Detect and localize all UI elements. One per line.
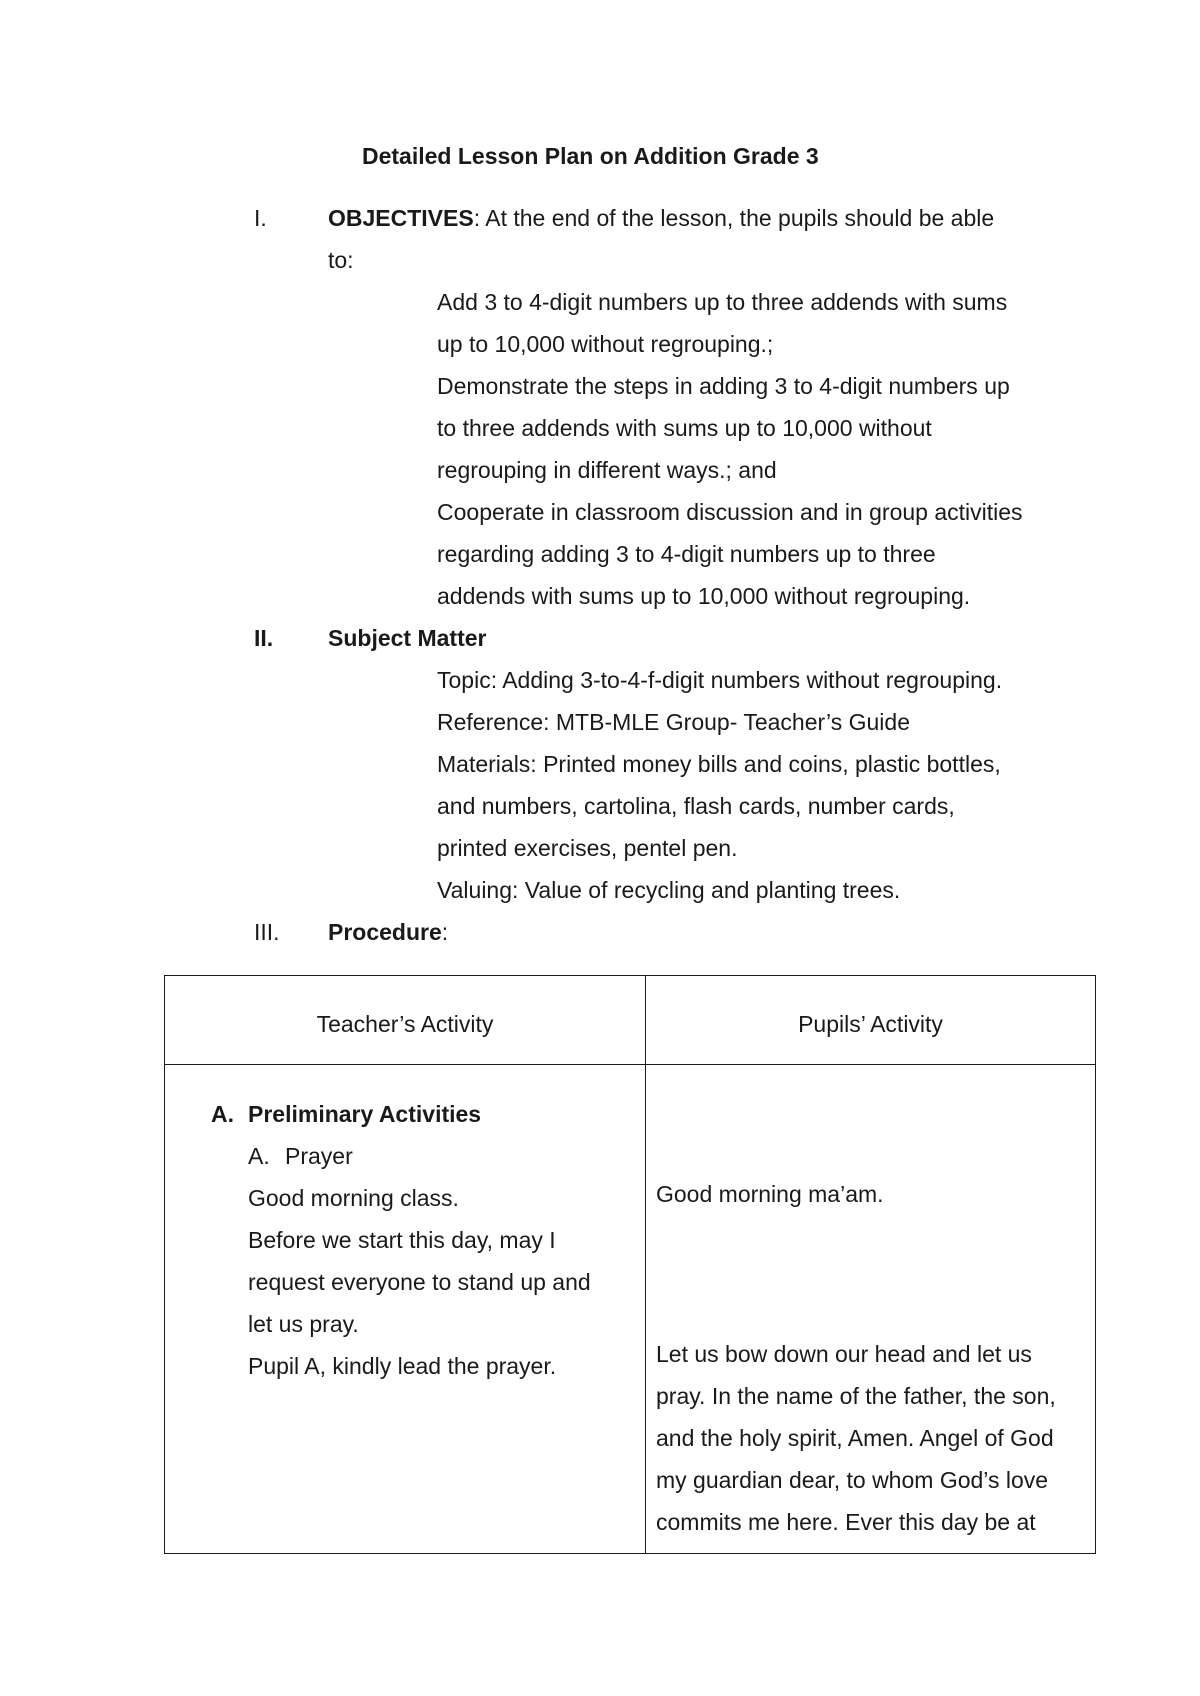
- procedure-colon: :: [441, 919, 449, 945]
- subject-matter-numeral: II.: [254, 625, 274, 651]
- teacher-line: let us pray.: [248, 1311, 359, 1337]
- pupils-prayer-line: Let us bow down our head and let us: [656, 1341, 1032, 1367]
- subject-materials-continued: printed exercises, pentel pen.: [437, 835, 738, 861]
- objective-line: regarding adding 3 to 4-digit numbers up to three: [437, 541, 936, 567]
- prayer-letter: A.: [248, 1143, 270, 1169]
- teacher-activity-cell: [165, 1065, 646, 1554]
- objectives-intro-text: : At the end of the lesson, the pupils should be able: [473, 205, 995, 231]
- objective-line: addends with sums up to 10,000 without regrouping.: [437, 583, 971, 609]
- subject-topic: Topic: Adding 3-to-4-f-digit numbers without regrouping.: [437, 667, 1003, 693]
- subject-materials-continued: and numbers, cartolina, flash cards, number cards,: [437, 793, 955, 819]
- subject-materials: Materials: Printed money bills and coins, plastic bottles,: [437, 751, 1001, 777]
- objective-line: Cooperate in classroom discussion and in group activities: [437, 499, 1023, 525]
- objectives-numeral: I.: [254, 205, 267, 231]
- procedure-numeral: III.: [254, 919, 280, 945]
- teacher-line: Before we start this day, may I: [248, 1227, 556, 1253]
- table-row: [165, 1065, 1096, 1554]
- objective-line: Add 3 to 4-digit numbers up to three addends with sums: [437, 289, 1008, 315]
- objectives-heading: OBJECTIVES: [328, 205, 474, 231]
- pupils-prayer-line: and the holy spirit, Amen. Angel of God: [656, 1425, 1054, 1451]
- subject-matter-heading: Subject Matter: [328, 625, 487, 651]
- pupils-prayer-line: pray. In the name of the father, the son,: [656, 1383, 1056, 1409]
- preliminary-letter: A.: [211, 1101, 234, 1127]
- prayer-title: Prayer: [285, 1143, 353, 1169]
- subject-valuing: Valuing: Value of recycling and planting trees.: [437, 877, 901, 903]
- pupils-activity-cell: [646, 1065, 1096, 1554]
- procedure-heading-line: [328, 919, 448, 946]
- objective-line: up to 10,000 without regrouping.;: [437, 331, 774, 357]
- pupils-prayer-line: commits me here. Ever this day be at: [656, 1509, 1036, 1535]
- objective-line: Demonstrate the steps in adding 3 to 4-digit numbers up: [437, 373, 1010, 399]
- procedure-heading: Procedure: [328, 919, 442, 945]
- objective-line: to three addends with sums up to 10,000 without: [437, 415, 932, 441]
- preliminary-activities-title: Preliminary Activities: [248, 1101, 482, 1127]
- objectives-intro: [328, 205, 994, 232]
- teacher-line: Good morning class.: [248, 1185, 459, 1211]
- pupils-activity-header: Pupils’ Activity: [646, 976, 1096, 1065]
- pupils-prayer-line: my guardian dear, to whom God’s love: [656, 1467, 1049, 1493]
- objective-line: regrouping in different ways.; and: [437, 457, 777, 483]
- procedure-table: [164, 975, 1096, 1554]
- table-header-row: [165, 976, 1096, 1065]
- teacher-line: Pupil A, kindly lead the prayer.: [248, 1353, 557, 1379]
- teacher-line: request everyone to stand up and: [248, 1269, 591, 1295]
- subject-reference: Reference: MTB-MLE Group- Teacher’s Guide: [437, 709, 910, 735]
- teacher-activity-header: Teacher’s Activity: [165, 976, 646, 1065]
- objectives-intro-continued: to:: [328, 247, 354, 273]
- pupils-greeting: Good morning ma’am.: [656, 1181, 884, 1207]
- document-title: Detailed Lesson Plan on Addition Grade 3: [362, 143, 819, 169]
